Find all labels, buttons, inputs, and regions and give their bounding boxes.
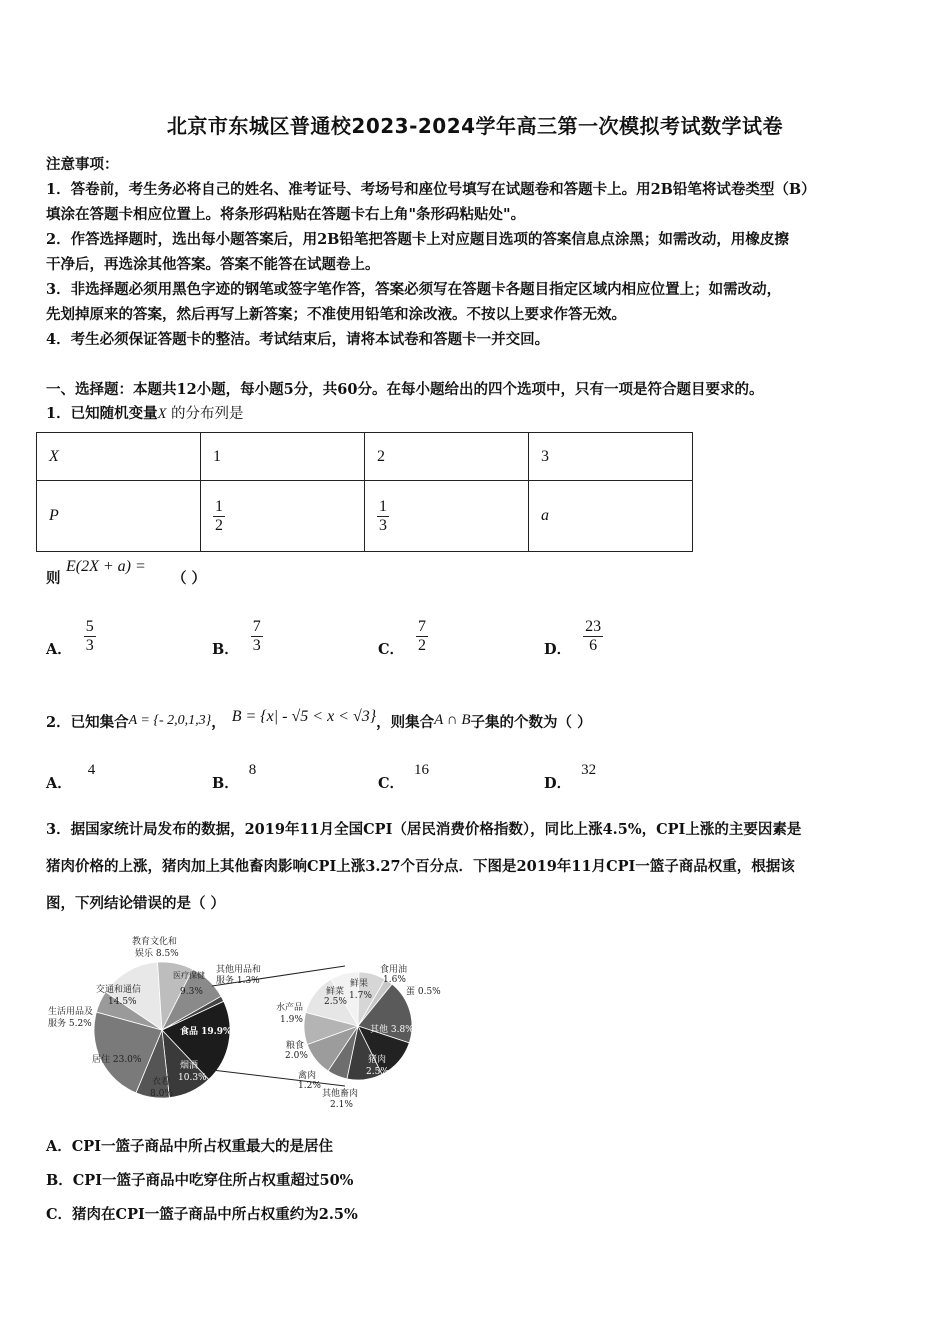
label-poultry: 禽肉 [298, 1071, 317, 1081]
label-food: 食品 19.9% [180, 1027, 232, 1037]
set-a: A = {- 2,0,1,3} [128, 713, 212, 728]
q1-var: X [157, 406, 167, 422]
notice-line: 干净后，再选涂其他答案。答案不能答在试题卷上。 [46, 256, 380, 273]
label-fruit: 鲜果 [350, 979, 369, 989]
cpi-pie-chart [40, 928, 460, 1118]
option-d[interactable]: D．32 [544, 762, 597, 792]
table-cell [201, 481, 365, 552]
label-oil: 食用油 [380, 965, 408, 975]
page-title: 北京市东城区普通校2023-2024学年高三第一次模拟考试数学试卷 [166, 114, 784, 138]
table-cell: 2 [365, 433, 529, 481]
label-trans: 14.5% [108, 997, 137, 1007]
label-egg: 蛋 0.5% [406, 987, 441, 997]
label-med: 医疗保健 [173, 971, 205, 980]
label-cloth: 衣着 [152, 1077, 171, 1087]
q1-stem [46, 402, 244, 423]
fraction: $\frac{1}{3}$ [379, 497, 387, 534]
notice-line: 3．非选择题必须用黑色字迹的钢笔或签字笔作答，答案必须写在答题卡各题目指定区域内相应位置上；如需改动， [46, 281, 782, 298]
distribution-table [36, 432, 693, 552]
q3-line: 3．据国家统计局发布的数据，2019年11月全国CPI（居民消费价格指数），同比上涨4.5%，CPI上涨的主要因素是 [46, 821, 802, 838]
q1-options [46, 614, 710, 659]
q1-suffix: 的分布列是 [166, 406, 244, 422]
label-edu: 娱乐 8.5% [135, 949, 179, 959]
section-heading: 一、选择题：本题共12小题，每小题5分，共60分。在每小题给出的四个选项中，只有一项是符合题目要求的。 [46, 381, 764, 398]
option-b[interactable]: B． $\frac{7}{3}$ [212, 618, 261, 658]
fraction: $\frac{23}{6}$ [585, 618, 602, 654]
label-oil: 1.6% [383, 975, 406, 985]
label-pork: 2.5% [366, 1067, 389, 1077]
connector-line [212, 1070, 345, 1086]
label-edu: 教育文化和 [132, 937, 178, 947]
table-cell: a [529, 481, 693, 552]
label-othr: 其他 3.8% [370, 1025, 414, 1035]
notice-line: 1．答卷前，考生务必将自己的姓名、准考证号、考场号和座位号填写在试题卷和答题卡上。用2B铅笔将试卷类型（B） [46, 181, 816, 198]
table-cell: 3 [529, 433, 693, 481]
fraction: $\frac{7}{2}$ [418, 618, 427, 654]
option-a[interactable]: A．4 [46, 762, 96, 792]
label-othmeat: 2.1% [330, 1100, 353, 1110]
label-house: 居住 23.0% [92, 1055, 142, 1065]
fraction: $\frac{7}{3}$ [252, 618, 261, 654]
set-b: B = {x| - √5 < x < √3} [231, 708, 377, 725]
label-other-goods: 服务 1.3% [216, 976, 260, 986]
option-c[interactable]: C． $\frac{7}{2}$ [378, 618, 427, 658]
table-cell: X [37, 433, 201, 481]
label-daily: 生活用品及 [48, 1007, 94, 1017]
label-tob: 10.3% [178, 1073, 207, 1083]
q2-options [46, 758, 710, 792]
q3-option-a[interactable]: A．CPI一篮子商品中所占权重最大的是居住 [46, 1138, 333, 1155]
table-cell [365, 481, 529, 552]
label-veg: 2.5% [324, 997, 347, 1007]
q1-prefix: 1．已知随机变量 [46, 405, 158, 422]
label-trans: 交通和通信 [96, 985, 142, 995]
notice-line: 4．考生必须保证答题卡的整洁。考试结束后，请将本试卷和答题卡一并交回。 [46, 331, 550, 348]
label-aqua: 1.9% [280, 1015, 303, 1025]
label-med: 9.3% [180, 987, 203, 997]
q1-ask-prefix: 则 [46, 570, 61, 587]
label-fruit: 1.7% [349, 991, 372, 1001]
notice-line: 填涂在答题卡相应位置上。将条形码粘贴在答题卡右上角"条形码粘贴处"。 [46, 206, 526, 223]
q2-stem: 2．已知集合A = {- 2,0,1,3}， B = {x| - √5 < x < √3}，则集合A ∩ B子集的个数为（ ） [46, 708, 592, 731]
label-other-goods: 其他用品和 [216, 965, 262, 975]
notice-line: 先划掉原来的答案，然后再写上新答案；不准使用铅笔和涂改液。不按以上要求作答无效。 [46, 306, 626, 323]
option-a[interactable]: A． $\frac{5}{3}$ [46, 618, 94, 658]
label-daily: 服务 5.2% [48, 1019, 92, 1029]
label-tob: 烟酒 [180, 1061, 199, 1071]
notice-line: 2．作答选择题时，选出每小题答案后，用2B铅笔把答题卡上对应题目选项的答案信息点涂黑；如需改动，用橡皮擦 [46, 231, 789, 248]
q3-option-b[interactable]: B．CPI一篮子商品中吃穿住所占权重超过50% [46, 1172, 354, 1189]
label-pork: 猪肉 [368, 1055, 387, 1065]
fraction: $\frac{5}{3}$ [85, 618, 94, 654]
option-d[interactable]: D． $\frac{23}{6}$ [544, 618, 602, 658]
option-c[interactable]: C．16 [378, 762, 430, 792]
label-poultry: 1.2% [298, 1081, 321, 1091]
q1-ask-suffix: （ ） [172, 570, 207, 587]
option-b[interactable]: B．8 [212, 762, 257, 792]
q3-option-c[interactable]: C．猪肉在CPI一篮子商品中所占权重约为2.5% [46, 1206, 358, 1223]
label-aqua: 水产品 [276, 1003, 304, 1013]
q3-line: 图，下列结论错误的是（ ） [46, 895, 226, 912]
q1-ask-math: E(2X + a) = [66, 558, 146, 575]
q3-line: 猪肉价格的上涨，猪肉加上其他畜肉影响CPI上涨3.27个百分点．下图是2019年11月CPI一篮子商品权重，根据该 [46, 858, 795, 875]
label-grain: 粮食 [286, 1041, 305, 1051]
intersection: A ∩ B [434, 712, 471, 728]
table-cell: P [37, 481, 201, 552]
fraction: $\frac{1}{2}$ [215, 497, 223, 534]
label-veg: 鲜菜 [326, 987, 345, 997]
table-cell: 1 [201, 433, 365, 481]
label-grain: 2.0% [285, 1051, 308, 1061]
label-othmeat: 其他畜肉 [322, 1089, 359, 1099]
notice-heading: 注意事项： [46, 156, 119, 173]
label-cloth: 8.0% [150, 1089, 173, 1099]
